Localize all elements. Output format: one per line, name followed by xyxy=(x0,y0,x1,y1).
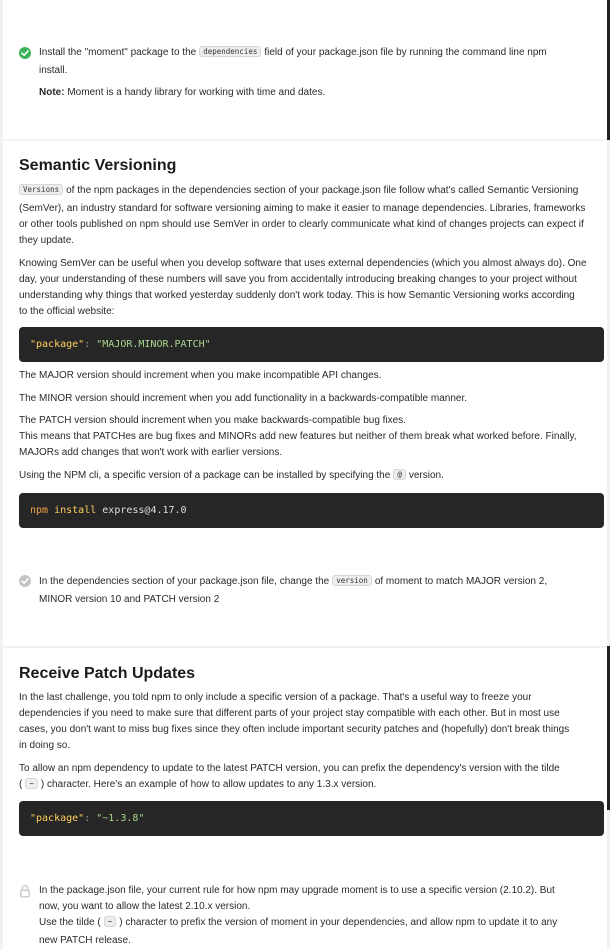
paragraph-line: understanding why things that worked yesterday suddenly don't work today. This is how Semantic Versioning works according xyxy=(19,290,575,301)
code-block xyxy=(19,493,604,528)
paragraph-line: The PATCH version should increment when you make backwards-compatible bug fixes. xyxy=(19,415,407,426)
paragraph-line: they update. xyxy=(19,235,75,246)
code-subcommand: install xyxy=(54,505,97,516)
inline-code: ~ xyxy=(25,778,38,789)
section-heading: Semantic Versioning xyxy=(19,157,177,174)
paragraph-line: ( ~ ) character. Here's an example of how to allow updates to any 1.3.x version. xyxy=(19,779,377,790)
code-value: "~1.3.8" xyxy=(96,813,145,824)
paragraph-line: The MINOR version should increment when you add functionality in a backwards-compatible manner. xyxy=(19,393,467,404)
task-panel-install-moment xyxy=(3,0,607,139)
code-block: "package": "MAJOR.MINOR.PATCH" xyxy=(19,327,604,362)
code-key: "package" xyxy=(30,339,85,350)
task-text-cont: now, you want to allow the latest 2.10.x version. xyxy=(39,901,251,912)
paragraph-line: or other tools published on npm should use SemVer in order to clearly communicate what kind of changes projects can expect if xyxy=(19,219,584,230)
paragraph-line: to the official website: xyxy=(19,306,115,317)
paragraph-line: dependencies if you need to make sure that different parts of your project stay compatible with each other. But in most use xyxy=(19,708,560,719)
paragraph-line: cases, you don't want to miss bug fixes since they often include important security patches and (hopefully) don't break things xyxy=(19,724,570,735)
paragraph-line: day, your understanding of these numbers will save you from accidentally introducing breaking changes to your project without xyxy=(19,274,577,285)
inline-code: ~ xyxy=(104,916,117,927)
task-text: In the dependencies section of your package.json file, change the version of moment to match MAJOR version 2, xyxy=(39,576,548,587)
paragraph-line: Versions of the npm packages in the dependencies section of your package.json file follow what's called Semantic Versioning xyxy=(19,183,578,199)
note-label: Note: xyxy=(39,87,65,98)
paragraph-line: MAJORs add changes that won't work with earlier versions. xyxy=(19,447,283,458)
task-text-cont: install. xyxy=(39,65,68,76)
paragraph-line: Using the NPM cli, a specific version of a package can be installed by specifying the @ version. xyxy=(19,470,444,481)
section-heading: Receive Patch Updates xyxy=(19,665,196,682)
code-command: npm xyxy=(30,505,49,516)
task-text-cont: new PATCH release. xyxy=(39,935,131,946)
pending-check-icon xyxy=(19,575,31,587)
task-text: Install the "moment" package to the dependencies field of your package.json file by running the command line npm xyxy=(39,47,547,58)
task-text-cont: MINOR version 10 and PATCH version 2 xyxy=(39,594,220,605)
code-key: "package" xyxy=(30,813,85,824)
paragraph-line: (SemVer), an industry standard for software versioning aiming to make it easier to manage dependencies. Libraries, frameworks xyxy=(19,203,586,214)
inline-code: dependencies xyxy=(199,46,261,57)
inline-code: @ xyxy=(393,469,406,480)
code-value: "MAJOR.MINOR.PATCH" xyxy=(96,339,211,350)
lesson-semantic-versioning xyxy=(3,141,607,646)
code-block: "package": "~1.3.8" xyxy=(19,801,604,836)
paragraph-line: This means that PATCHes are bug fixes and MINORs add new features but neither of them break what worked before. Finally, xyxy=(19,431,577,442)
task-note: Note: Moment is a handy library for working with time and dates. xyxy=(39,87,326,98)
lock-icon xyxy=(18,884,32,898)
completed-check-icon xyxy=(19,47,31,59)
task-text: In the package.json file, your current rule for how npm may upgrade moment is to use a specific version (2.10.2). But xyxy=(39,885,555,896)
paragraph-line: In the last challenge, you told npm to only include a specific version of a package. That's a useful way to freeze your xyxy=(19,692,532,703)
code-argument: express@4.17.0 xyxy=(102,505,187,516)
paragraph-line: The MAJOR version should increment when you make incompatible API changes. xyxy=(19,370,382,381)
paragraph-line: Knowing SemVer can be useful when you develop software that uses external dependencies (which you almost always do). One xyxy=(19,258,587,269)
paragraph-line: To allow an npm dependency to update to the latest PATCH version, you can prefix the dependency's version with the tilde xyxy=(19,763,560,774)
inline-code: version xyxy=(332,575,372,586)
inline-code: Versions xyxy=(19,184,63,195)
task-text-cont: Use the tilde ( ~ ) character to prefix the version of moment in your dependencies, and allow npm to update it to any xyxy=(39,917,558,928)
paragraph-line: in doing so. xyxy=(19,740,71,751)
lesson-receive-patch-updates xyxy=(3,648,607,949)
